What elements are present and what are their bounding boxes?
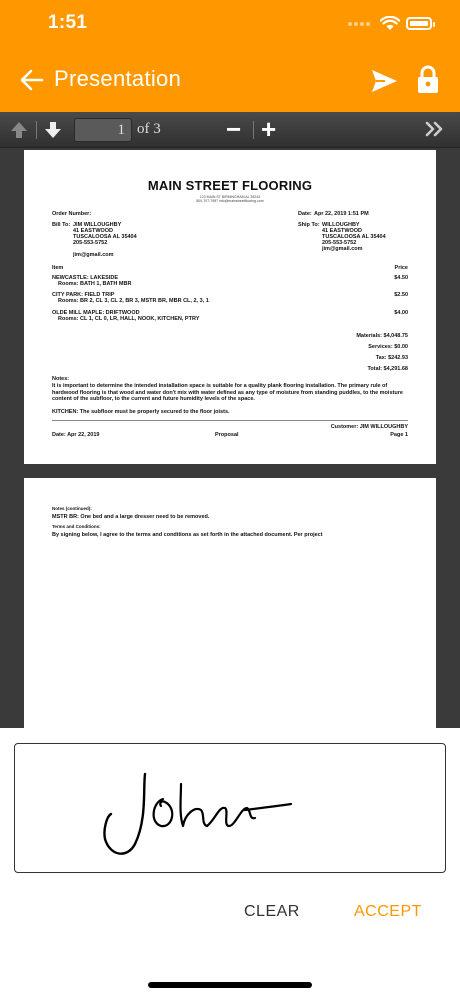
- kitchen-note: KITCHEN: The subfloor must be properly secured to the floor joists.: [52, 409, 230, 415]
- ship-to-line: jim@gmail.com: [322, 246, 363, 252]
- date-label: Date:: [298, 211, 312, 217]
- terms-text: By signing below, I agree to the terms and conditions as set forth in the attached document. Per project: [52, 532, 323, 538]
- bill-to-line: JIM WILLOUGHBY: [73, 222, 122, 228]
- ship-to-line: 205-553-5752: [322, 240, 357, 246]
- zoom-in-button[interactable]: +: [261, 114, 277, 144]
- zoom-out-button[interactable]: −: [226, 114, 242, 144]
- toolbar-divider: [253, 121, 254, 139]
- continued-note: MSTR BR: One bed and a large dresser need to be removed.: [52, 514, 210, 520]
- bill-to-label: Bill To:: [52, 222, 71, 228]
- next-page-icon[interactable]: [42, 119, 64, 141]
- ship-to-label: Ship To:: [298, 222, 320, 228]
- item-price: $4.50: [394, 275, 408, 281]
- previous-page-icon[interactable]: [8, 119, 30, 141]
- double-chevron-right-icon[interactable]: [424, 118, 446, 140]
- page-title: Presentation: [54, 66, 182, 91]
- battery-icon: [406, 17, 432, 30]
- customer-line: Customer: JIM WILLOUGHBY: [330, 424, 408, 430]
- divider: [52, 420, 408, 421]
- toolbar-divider: [36, 121, 37, 139]
- status-time: 1:51: [48, 12, 88, 33]
- bill-email: jim@gmail.com: [73, 252, 114, 258]
- footer-doc-type: Proposal: [215, 432, 239, 438]
- notes-text: It is important to determine the intended installation space is suitable for a quality plank flooring installation. The primary rule of hardwood flooring is that wood and water don't mix with water defined as any type of moisture from standing puddles, to the moisture content of the subfloor, to the current and future humidity levels of the space.: [52, 383, 403, 402]
- ship-to-line: TUSCALOOSA AL 35404: [322, 234, 386, 240]
- clear-button[interactable]: CLEAR: [244, 903, 300, 920]
- item-rooms: Rooms: BATH 1, BATH MBR: [58, 281, 132, 287]
- notes-label: Notes:: [52, 376, 70, 382]
- item-rooms: Rooms: CL 1, CL 0, LR, HALL, NOOK, KITCHEN, PTRY: [58, 316, 200, 322]
- accept-button[interactable]: ACCEPT: [354, 903, 422, 920]
- materials-total: Materials: $4,048.75: [356, 333, 408, 339]
- signal-icon: [348, 22, 370, 26]
- footer-date: Date: Apr 22, 2019: [52, 432, 100, 438]
- services-total: Services: $0.00: [368, 344, 408, 350]
- footer-page: Page 1: [390, 432, 408, 438]
- ship-to-line: WILLOUGHBY: [322, 222, 360, 228]
- send-icon[interactable]: [370, 68, 398, 94]
- item-price: $2.50: [394, 292, 408, 298]
- ship-to-line: 41 EASTWOOD: [322, 228, 363, 234]
- lock-icon[interactable]: [416, 64, 440, 94]
- home-indicator: [148, 982, 312, 988]
- back-arrow-icon[interactable]: [18, 66, 46, 94]
- pdf-page-2: [24, 478, 436, 728]
- pdf-page-1: [24, 150, 436, 464]
- continued-notes-label: Notes (continued):: [52, 506, 92, 511]
- item-name: CITY PARK: FIELD TRIP: [52, 292, 115, 298]
- item-price: $4.00: [394, 310, 408, 316]
- doc-title: MAIN STREET FLOORING: [147, 178, 313, 193]
- signature-stroke: [15, 744, 447, 874]
- tax-total: Tax: $242.93: [375, 355, 408, 361]
- signature-pad[interactable]: [14, 743, 446, 873]
- date-value: Apr 22, 2019 1:51 PM: [314, 211, 369, 217]
- status-bar: [0, 0, 460, 48]
- order-number-label: Order Number:: [52, 211, 92, 217]
- item-name: OLDE MILL MAPLE: DRIFTWOOD: [52, 310, 140, 316]
- app-bar: [0, 48, 460, 112]
- pdf-viewer[interactable]: [0, 112, 460, 728]
- status-icons: [348, 16, 432, 31]
- doc-contact: 800-707-7987 info@mainstreetflooring.com: [196, 199, 264, 203]
- wifi-icon: [380, 16, 400, 31]
- doc-address: 123 MAIN ST BIRMINGHAM AL 35243: [199, 195, 261, 199]
- bill-to-line: 41 EASTWOOD: [73, 228, 114, 234]
- bill-to-line: 205-553-5752: [73, 240, 108, 246]
- item-rooms: Rooms: BR 2, CL 3, CL 2, BR 3, MSTR BR, MBR CL, 2, 3, 1: [58, 298, 209, 304]
- grand-total: Total: $4,291.68: [367, 366, 408, 372]
- item-name: NEWCASTLE: LAKESIDE: [52, 275, 118, 281]
- item-header: Item: [52, 265, 64, 271]
- bill-to-line: TUSCALOOSA AL 35404: [73, 234, 137, 240]
- page-count-label: of 3: [137, 121, 161, 137]
- price-header: Price: [394, 265, 408, 271]
- pdf-toolbar: [0, 112, 460, 148]
- terms-label: Terms and Conditions:: [52, 524, 101, 529]
- page-number-input[interactable]: 1: [74, 118, 132, 142]
